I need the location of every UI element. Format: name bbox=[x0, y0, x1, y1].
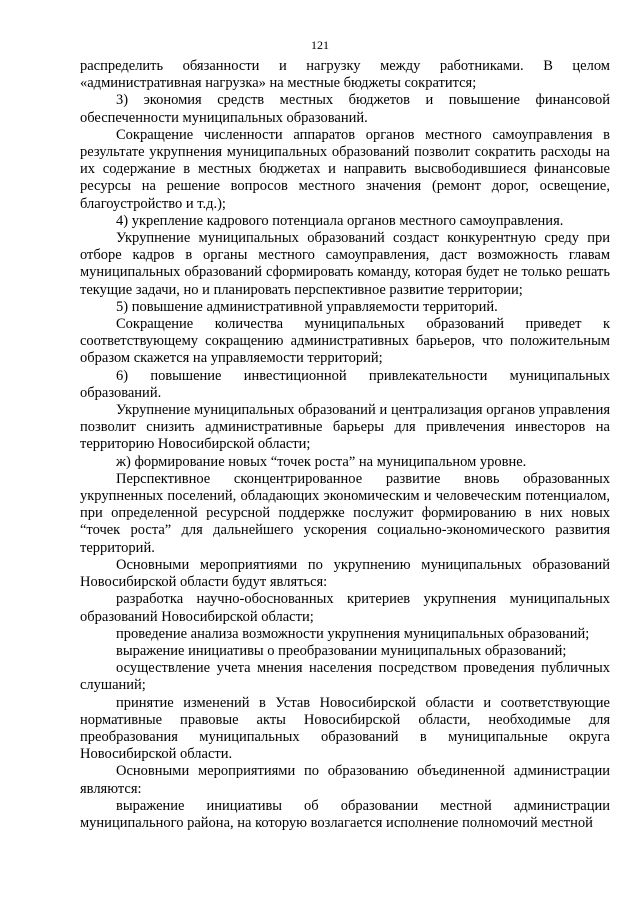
paragraph: распределить обязанности и нагрузку между работниками. В целом «административная нагрузка» на местные бюджеты сократится; bbox=[80, 58, 610, 92]
paragraph: 4) укрепление кадрового потенциала органов местного самоуправления. bbox=[116, 212, 564, 229]
paragraph: проведение анализа возможности укрупнения муниципальных образований; bbox=[116, 625, 590, 642]
paragraph: 6) повышение инвестиционной привлекательности муниципальных образований. bbox=[80, 367, 610, 401]
paragraph: Перспективное сконцентрированное развитие вновь образованных укрупненных поселений, обладающих экономическим и человеческим потенциалом, при определенной ресурсной поддержке послужит формированию в них новых “точек роста” для дальнейшего ускорения социально-экономического развития территорий. bbox=[80, 470, 610, 556]
paragraph: 3) экономия средств местных бюджетов и повышение финансовой обеспеченности муниципальных образований. bbox=[80, 92, 610, 126]
paragraph: принятие изменений в Устав Новосибирской области и соответствующие нормативные правовые акты Новосибирской области, необходимые для преобразования муниципальных образований в муниципальные округа Новосибирской области. bbox=[80, 694, 610, 763]
paragraph: 5) повышение административной управляемости территорий. bbox=[116, 298, 498, 315]
document-body bbox=[80, 58, 610, 832]
paragraph: ж) формирование новых “точек роста” на муниципальном уровне. bbox=[116, 453, 527, 470]
page-number: 121 bbox=[311, 38, 329, 52]
paragraph: разработка научно-обоснованных критериев укрупнения муниципальных образований Новосибирской области; bbox=[80, 591, 610, 625]
paragraph: Сокращение численности аппаратов органов местного самоуправления в результате укрупнения муниципальных образований позволит сократить расходы на их содержание в местных бюджетах и направить высвободившиеся финансовые ресурсы на решение вопросов местного значения (ремонт дорог, освещение, благоустройство и т.д.); bbox=[80, 126, 610, 212]
paragraph: выражение инициативы о преобразовании муниципальных образований; bbox=[116, 642, 567, 659]
paragraph: Основными мероприятиями по укрупнению муниципальных образований Новосибирской области будут являться: bbox=[80, 556, 610, 591]
paragraph: Укрупнение муниципальных образований и централизация органов управления позволит снизить административные барьеры для привлечения инвесторов на территорию Новосибирской области; bbox=[80, 402, 610, 453]
paragraph: выражение инициативы об образовании местной администрации муниципального района, на которую возлагается исполнение полномочий местной bbox=[80, 797, 610, 831]
paragraph: Сокращение количества муниципальных образований приведет к соответствующему сокращению административных барьеров, что положительным образом скажется на управляемости территорий; bbox=[80, 316, 610, 367]
paragraph: осуществление учета мнения населения посредством проведения публичных слушаний; bbox=[80, 660, 610, 694]
paragraph: Укрупнение муниципальных образований создаст конкурентную среду при отборе кадров в органы местного самоуправления, даст возможность главам муниципальных образований сформировать команду, которая будет не только решать текущие задачи, но и планировать перспективное развитие территории; bbox=[80, 230, 610, 298]
paragraph: Основными мероприятиями по образованию объединенной администрации являются: bbox=[80, 763, 610, 797]
